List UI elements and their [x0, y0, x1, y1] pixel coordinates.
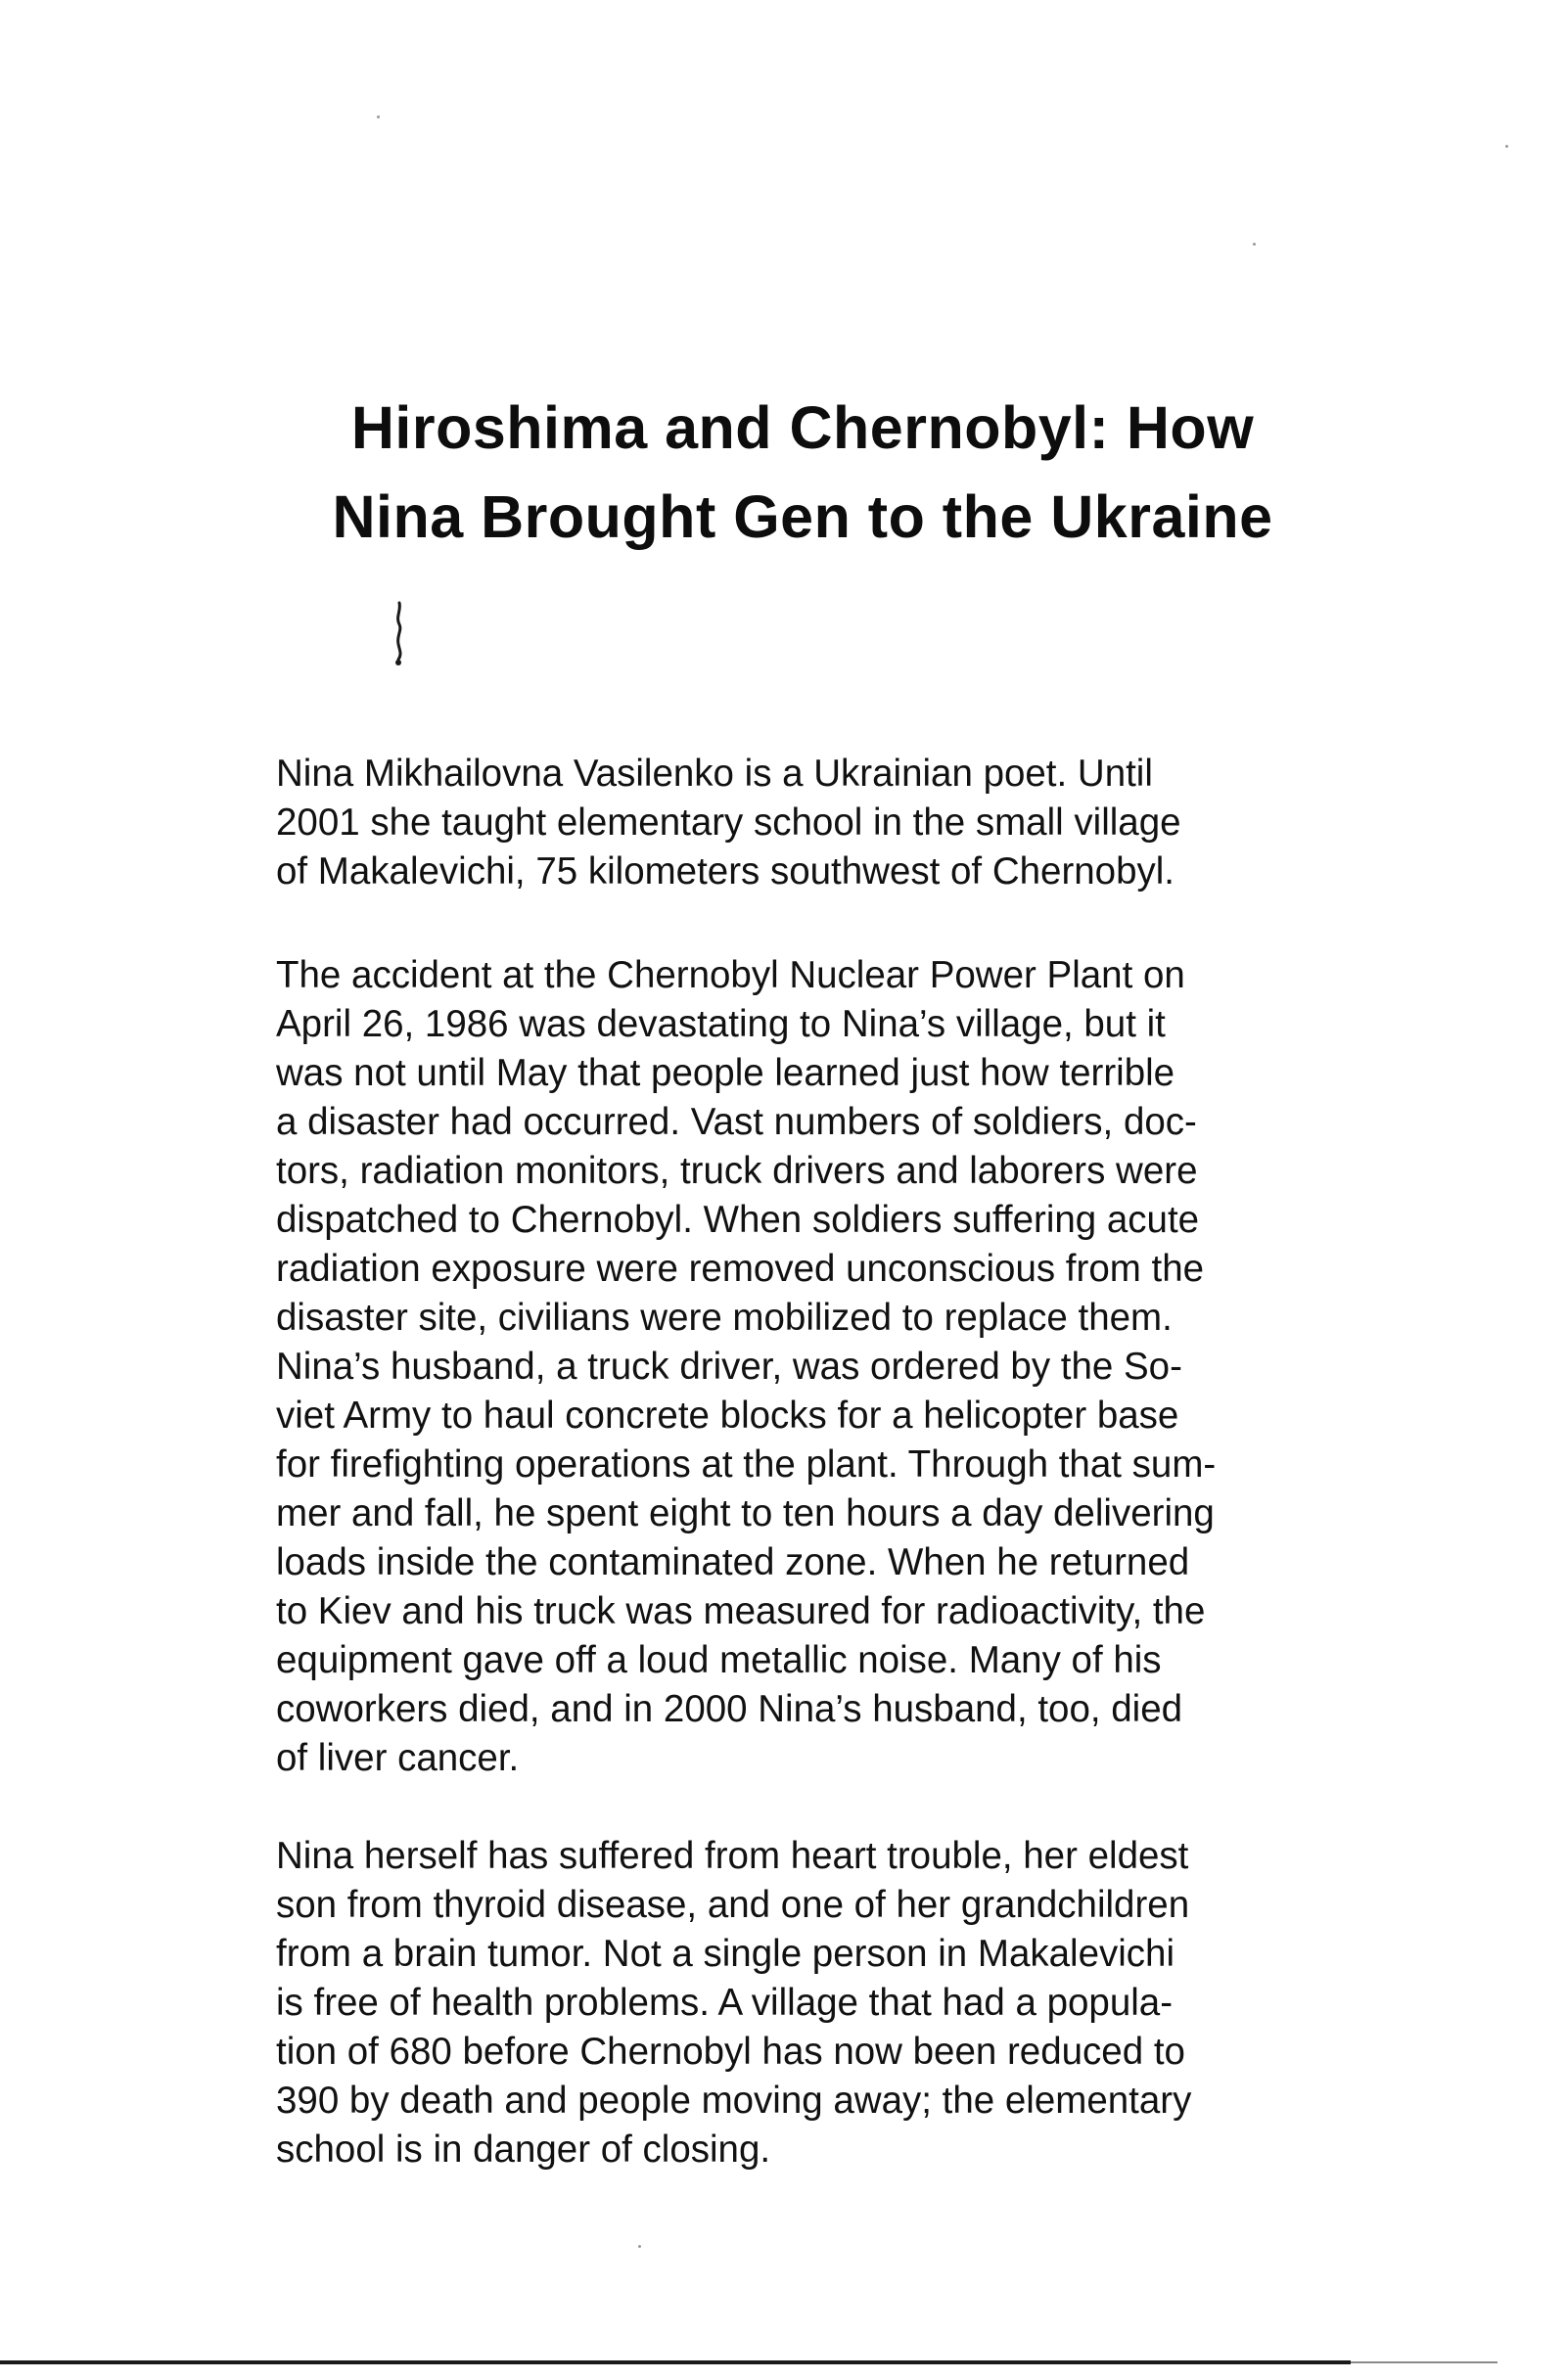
ink-mark-icon — [390, 601, 409, 667]
scan-speck — [1505, 145, 1508, 148]
text-line: is free of health problems. A village that had a popula- — [276, 1982, 1174, 2024]
text-line: for firefighting operations at the plant. Through that sum- — [276, 1443, 1217, 1486]
text-line: was not until May that people learned just how terrible — [276, 1052, 1175, 1094]
text-line: tion of 680 before Chernobyl has now been reduced to — [276, 2031, 1185, 2073]
text-line: Nina’s husband, a truck driver, was ordered by the So- — [276, 1346, 1182, 1388]
paragraph-health — [276, 1832, 1313, 2174]
paragraph-accident — [276, 951, 1313, 1783]
text-line: of Makalevichi, 75 kilometers southwest of Chernobyl. — [276, 850, 1175, 892]
text-line: April 26, 1986 was devastating to Nina’s village, but it — [276, 1003, 1166, 1045]
page-title — [264, 384, 1341, 562]
scan-speck — [1253, 243, 1256, 246]
text-line: coworkers died, and in 2000 Nina’s husband, too, died — [276, 1688, 1183, 1730]
text-line: of liver cancer. — [276, 1737, 520, 1779]
scan-edge-line — [0, 2360, 1351, 2364]
title-line: Hiroshima and Chernobyl: How — [350, 394, 1255, 461]
text-line: equipment gave off a loud metallic noise. Many of his — [276, 1639, 1162, 1681]
text-line: a disaster had occurred. Vast numbers of soldiers, doc- — [276, 1101, 1197, 1143]
text-line: 2001 she taught elementary school in the small village — [276, 801, 1181, 844]
text-line: mer and fall, he spent eight to ten hours a day delivering — [276, 1492, 1215, 1534]
text-line: son from thyroid disease, and one of her grandchildren — [276, 1884, 1190, 1926]
text-line: 390 by death and people moving away; the elementary — [276, 2080, 1192, 2122]
paragraph-intro — [276, 750, 1313, 896]
text-line: radiation exposure were removed unconscious from the — [276, 1248, 1205, 1290]
text-line: from a brain tumor. Not a single person in Makalevichi — [276, 1933, 1175, 1975]
text-line: loads inside the contaminated zone. When he returned — [276, 1541, 1190, 1583]
text-line: tors, radiation monitors, truck drivers and laborers were — [276, 1150, 1198, 1192]
text-line: to Kiev and his truck was measured for radioactivity, the — [276, 1590, 1206, 1632]
text-line: disaster site, civilians were mobilized to replace them. — [276, 1297, 1173, 1339]
scan-speck — [638, 2245, 641, 2248]
text-line: The accident at the Chernobyl Nuclear Power Plant on — [276, 954, 1185, 996]
scan-speck — [377, 115, 380, 118]
text-line: dispatched to Chernobyl. When soldiers suffering acute — [276, 1199, 1200, 1241]
text-line: viet Army to haul concrete blocks for a helicopter base — [276, 1395, 1179, 1437]
title-line: Nina Brought Gen to the Ukraine — [332, 483, 1273, 550]
text-line: Nina herself has suffered from heart trouble, her eldest — [276, 1835, 1189, 1877]
text-line: Nina Mikhailovna Vasilenko is a Ukrainian poet. Until — [276, 753, 1153, 795]
scan-edge-line-tail — [1351, 2361, 1497, 2363]
text-line: school is in danger of closing. — [276, 2128, 771, 2171]
